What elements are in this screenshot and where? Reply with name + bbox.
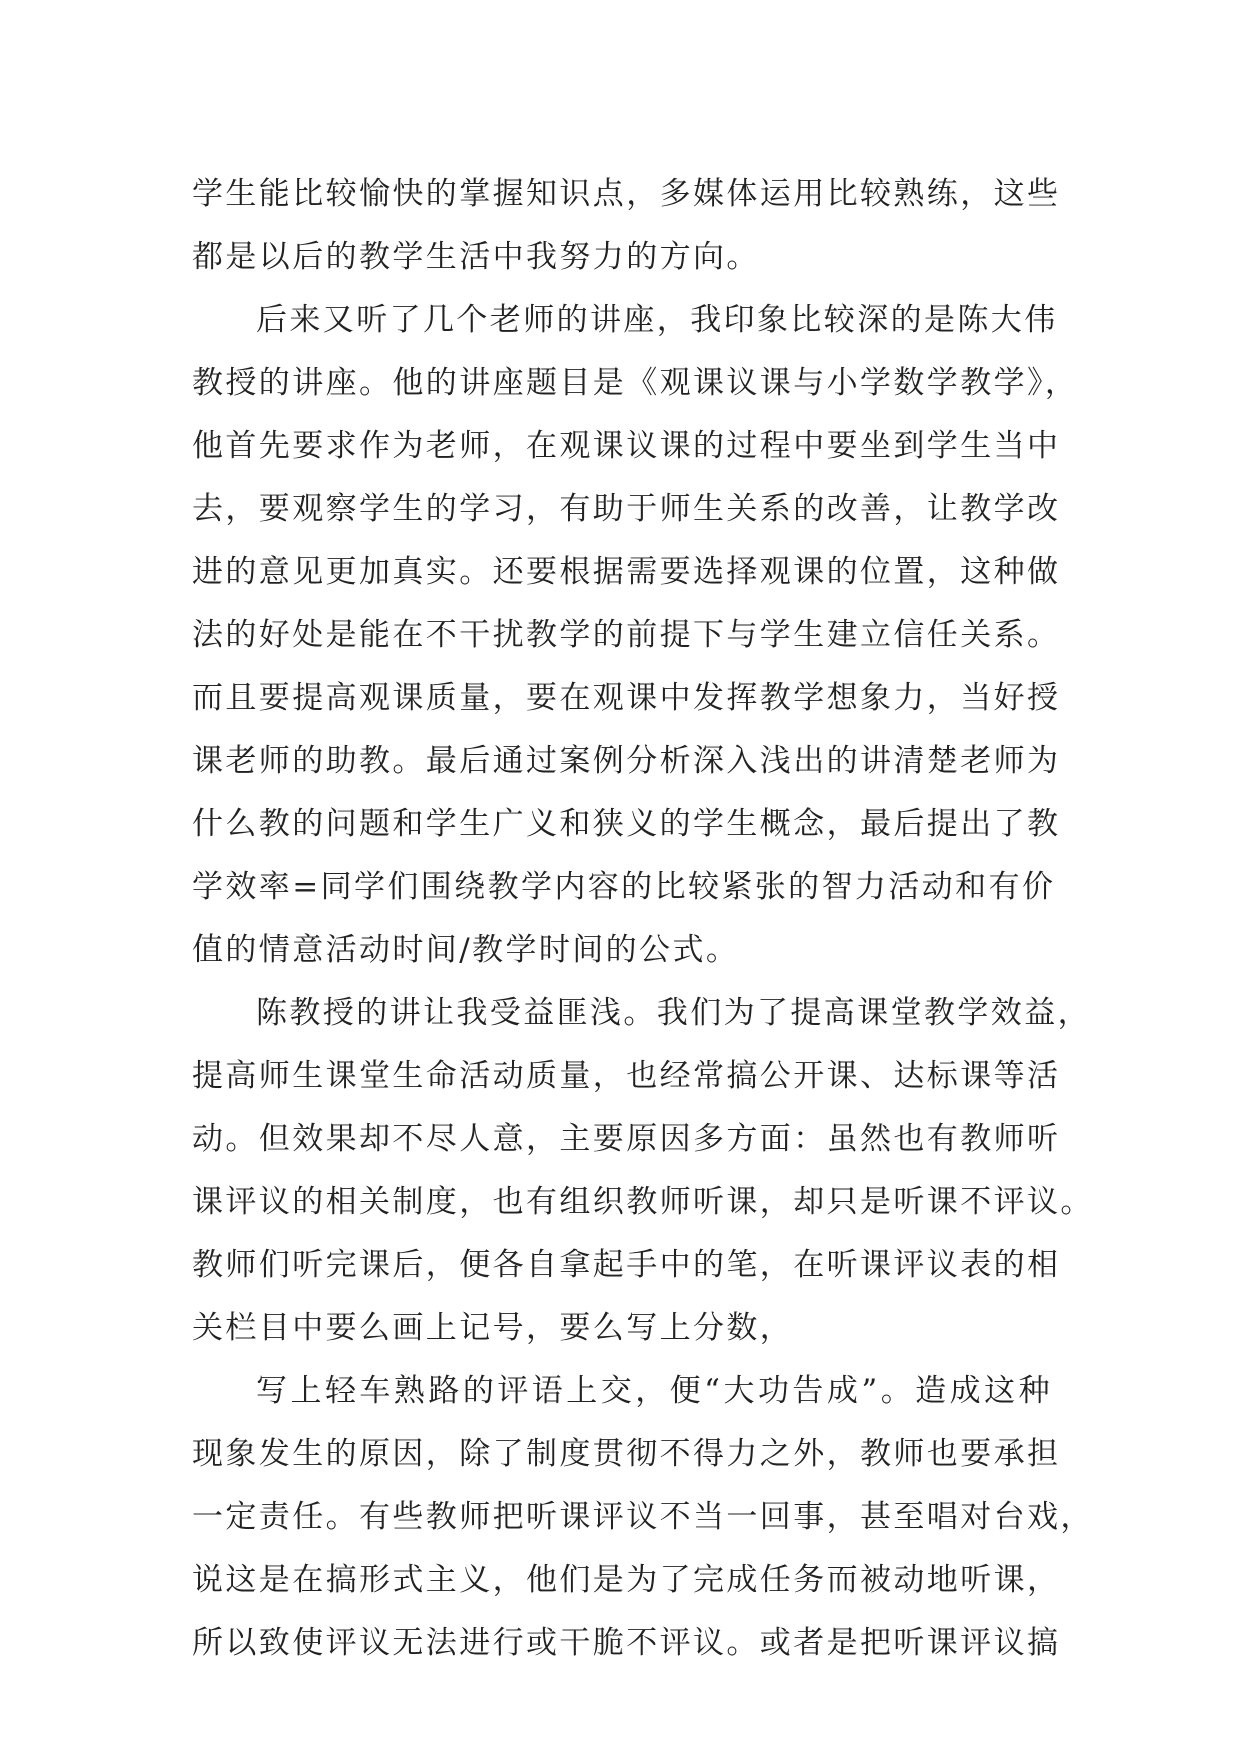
text-line: 课评议的相关制度，也有组织教师听课，却只是听课不评议。 [192, 1184, 1094, 1220]
text-line: 教授的讲座。他的讲座题目是《观课议课与小学数学教学》， [192, 365, 1079, 401]
text-line: 他首先要求作为老师，在观课议课的过程中要坐到学生当中 [192, 428, 1061, 464]
text-line: 进的意见更加真实。还要根据需要选择观课的位置，这种做 [192, 554, 1061, 590]
text-line: 动。但效果却不尽人意，主要原因多方面：虽然也有教师听 [192, 1121, 1061, 1157]
text-line: 都是以后的教学生活中我努力的方向。 [192, 239, 760, 275]
text-line: 去，要观察学生的学习，有助于师生关系的改善，让教学改 [192, 491, 1061, 527]
text-line: 法的好处是能在不干扰教学的前提下与学生建立信任关系。 [192, 617, 1061, 653]
text-line: 而且要提高观课质量，要在观课中发挥教学想象力，当好授 [192, 680, 1061, 716]
text-line: 所以致使评议无法进行或干脆不评议。或者是把听课评议搞 [192, 1625, 1061, 1661]
text-line: 后来又听了几个老师的讲座，我印象比较深的是陈大伟 [256, 302, 1058, 338]
document-body [192, 163, 1094, 1675]
text-line: 教师们听完课后，便各自拿起手中的笔，在听课评议表的相 [192, 1247, 1061, 1283]
text-line: 陈教授的讲让我受益匪浅。我们为了提高课堂教学效益， [256, 995, 1091, 1031]
text-line: 说这是在搞形式主义，他们是为了完成任务而被动地听课， [192, 1562, 1061, 1598]
text-line: 写上轻车熟路的评语上交，便“大功告成”。造成这种 [256, 1373, 1052, 1409]
text-line: 课老师的助教。最后通过案例分析深入浅出的讲清楚老师为 [192, 743, 1061, 779]
text-line: 学生能比较愉快的掌握知识点，多媒体运用比较熟练，这些 [192, 176, 1061, 212]
text-line: 提高师生课堂生命活动质量，也经常搞公开课、达标课等活 [192, 1058, 1061, 1094]
text-line: 现象发生的原因，除了制度贯彻不得力之外，教师也要承担 [192, 1436, 1061, 1472]
text-line: 值的情意活动时间/教学时间的公式。 [192, 932, 740, 968]
text-line: 什么教的问题和学生广义和狭义的学生概念，最后提出了教 [192, 806, 1061, 842]
text-line: 学效率=同学们围绕教学内容的比较紧张的智力活动和有价 [192, 869, 1056, 905]
text-line: 关栏目中要么画上记号，要么写上分数， [192, 1310, 794, 1346]
text-line: 一定责任。有些教师把听课评议不当一回事，甚至唱对台戏， [192, 1499, 1094, 1535]
